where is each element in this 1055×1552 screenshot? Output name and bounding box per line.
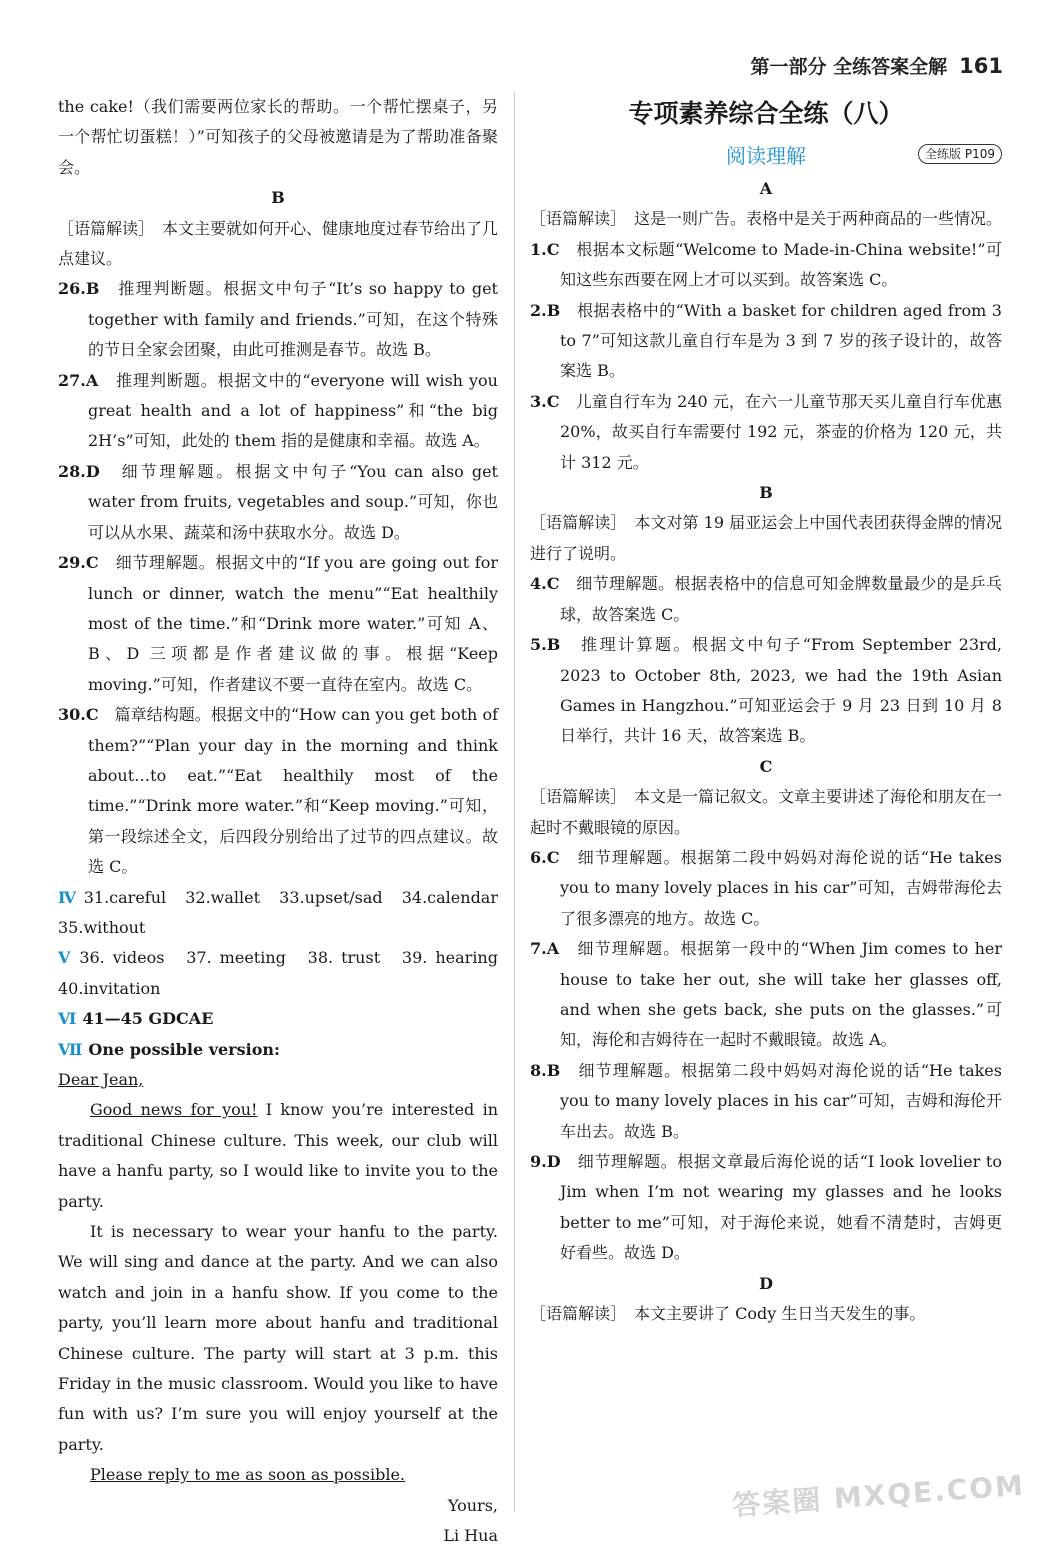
section-b-heading: B — [271, 188, 285, 208]
answer-6: 6.C 细节理解题。根据第二段中妈妈对海伦说的话“He takes you to many lovely places in his car”可知，吉姆带海伦去了很多漂亮的地方。故选 C。 — [530, 847, 1002, 928]
letter-paragraph-1: Good news for you! I know you’re interested in traditional Chinese culture. This week, our club will have a hanfu party, so I would like to invite you to the party. — [58, 1100, 498, 1211]
reading-note-d: ［语篇解读］ 本文主要讲了 Cody 生日当天发生的事。 — [530, 1304, 926, 1324]
column-divider — [514, 92, 515, 1512]
answer-1: 1.C 根据本文标题“Welcome to Made-in-China website!”可知这些东西要在网上才可以买到。故答案选 C。 — [530, 239, 1002, 290]
answer-30: 30.C 篇章结构题。根据文中的“How can you get both of them?”“Plan your day in the morning and think about…to eat.”“Eat healthily most of the time.”“Drink more water.”和“Keep moving.”可知，第一段综述全文，后四段分别给出了过节的四点建议。故选 C。 — [58, 705, 498, 877]
right-column — [530, 92, 1002, 1329]
page-number: 161 — [959, 54, 1003, 78]
letter-signature: Li Hua — [443, 1526, 498, 1546]
part-v-answers: Ⅴ 36. videos 37. meeting 38. trust 39. hearing 40.invitation — [58, 948, 514, 998]
reference-badge: 全练版 P109 — [918, 144, 1002, 164]
letter-salutation: Dear Jean, — [58, 1070, 144, 1089]
letter-paragraph-3: Please reply to me as soon as possible. — [90, 1465, 405, 1485]
part-vii-heading: Ⅶ One possible version: — [58, 1039, 280, 1059]
answer-28: 28.D 细节理解题。根据文中句子“You can also get water from fruits, vegetables and soup.”可知，你也可以从水果、蔬菜和汤中获取水分。故选 D。 — [58, 461, 498, 542]
reading-note-b: ［语篇解读］ 本文主要就如何开心、健康地度过春节给出了几点建议。 — [58, 218, 499, 269]
answer-26: 26.B 推理判断题。根据文中句子“It’s so happy to get together with family and friends.”可知，在这个特殊的节日全家会团聚，由此可推测是春节。故选 B。 — [58, 279, 498, 360]
letter-paragraph-2: It is necessary to wear your hanfu to the party. We will sing and dance at the party. And we can also watch and join in a hanfu show. If you come to the party, you’ll learn more about hanfu and traditional Chinese culture. The party will start at 3 p.m. this Friday in the music classroom. Would you like to have fun with us? I’m sure you will enjoy yourself at the party. — [58, 1222, 498, 1454]
roman-vi: Ⅵ — [58, 1009, 77, 1029]
answer-29: 29.C 细节理解题。根据文中的“If you are going out for lunch or dinner, watch the menu”“Eat healthily most of the time.”和“Drink more water.”可知 A、B、D 三项都是作者建议做的事。根据“Keep moving.”可知，作者建议不要一直待在室内。故选 C。 — [58, 553, 498, 694]
left-column — [58, 92, 515, 1552]
answer-4: 4.C 细节理解题。根据表格中的信息可知金牌数量最少的是乒乓球，故答案选 C。 — [530, 574, 1002, 624]
page-header — [751, 52, 1003, 79]
reading-note-a: ［语篇解读］ 这是一则广告。表格中是关于两种商品的一些情况。 — [530, 209, 1003, 229]
reading-note-c: ［语篇解读］ 本文是一篇记叙文。文章主要讲述了海伦和朋友在一起时不戴眼镜的原因。 — [530, 787, 1003, 837]
section-b-heading-right: B — [759, 483, 773, 503]
answer-2: 2.B 根据表格中的“With a basket for children aged from 3 to 7”可知这款儿童自行车是为 3 到 7 岁的孩子设计的，故答案选 B。 — [530, 300, 1002, 381]
section-a-heading: A — [759, 179, 773, 198]
subtitle-row — [530, 138, 1002, 174]
roman-vii: Ⅶ — [58, 1039, 83, 1059]
intro-paragraph: the cake!（我们需要两位家长的帮助。一个帮忙摆桌子，另一个帮忙切蛋糕！）”可知孩子的父母被邀请是为了帮助准备聚会。 — [58, 97, 498, 177]
answer-8: 8.B 细节理解题。根据第二段中妈妈对海伦说的话“He takes you to many lovely places in his car”可知，吉姆和海伦开车出去。故选 B。 — [530, 1060, 1002, 1141]
reading-note-b-right: ［语篇解读］ 本文对第 19 届亚运会上中国代表团获得金牌的情况进行了说明。 — [530, 513, 1002, 563]
roman-iv: Ⅳ — [58, 887, 78, 907]
answer-5: 5.B 推理计算题。根据文中句子“From September 23rd, 2023 to October 8th, 2023, we had the 19th Asian Games in Hangzhou.”可知亚运会于 9 月 23 日到 10 月 8 日举行，共计 16 天，故答案选 B。 — [530, 635, 1002, 746]
roman-v: Ⅴ — [58, 948, 74, 968]
answer-27: 27.A 推理判断题。根据文中的“everyone will wish you great health and a lot of happiness”和“the big 2H’s”可知，此处的 them 指的是健康和幸福。故选 A。 — [58, 370, 498, 451]
letter-closing: Yours, — [447, 1495, 498, 1515]
watermark-logo: 答案圈 MXQE.COM — [731, 1468, 1026, 1523]
answer-3: 3.C 儿童自行车为 240 元，在六一儿童节那天买儿童自行车优惠 20%，故买自行车需要付 192 元，茶壶的价格为 120 元，共计 312 元。 — [530, 391, 1002, 472]
subtitle: 阅读理解 — [726, 144, 806, 168]
answer-7: 7.A 细节理解题。根据第一段中的“When Jim comes to her house to take her out, she will take her glasses off, and when she gets back, she puts on the glasses.”可知，海伦和吉姆待在一起时不戴眼镜。故选 A。 — [530, 939, 1002, 1050]
section-d-heading: D — [759, 1273, 773, 1293]
part-iv-answers: Ⅳ 31.careful 32.wallet 33.upset/sad 34.calendar 35.without — [58, 887, 515, 937]
part-vi-answers: Ⅵ 41—45 GDCAE — [58, 1009, 214, 1029]
section-title: 专项素养综合全练（八） — [628, 99, 904, 128]
answer-9: 9.D 细节理解题。根据文章最后海伦说的话“I look lovelier to Jim when I’m not wearing my glasses and he looks better to me”可知，对于海伦来说，她看不清楚时，吉姆更好看些。故选 D。 — [530, 1152, 1002, 1263]
section-c-heading: C — [759, 756, 773, 776]
header-section: 第一部分 全练答案全解 — [750, 56, 948, 78]
